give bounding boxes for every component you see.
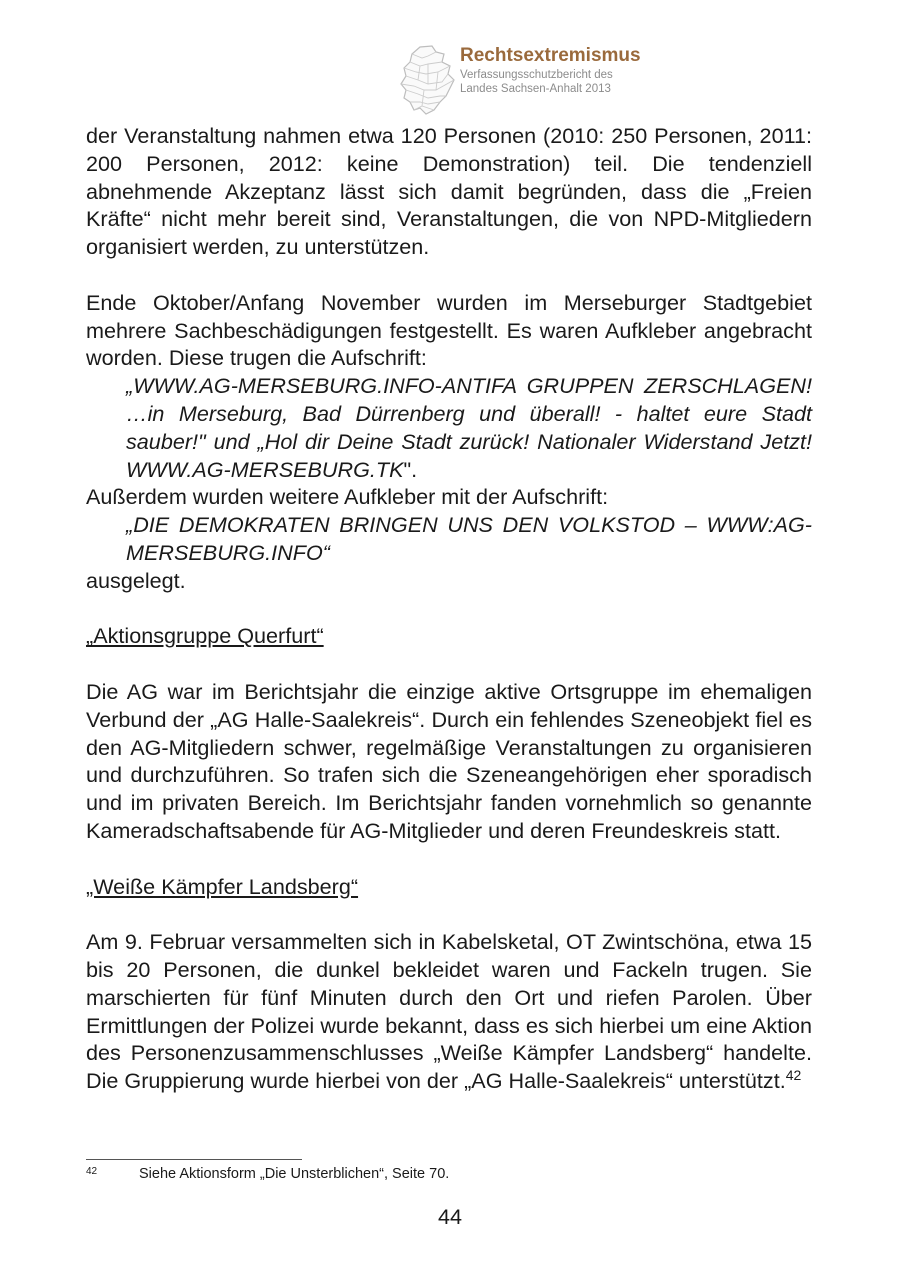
block-quote [86,372,812,483]
paragraph [86,928,812,1095]
header-text [460,44,641,96]
paragraph: Ende Oktober/Anfang November wurden im Merseburger Stadtgebiet mehrere Sachbeschädigungen festgestellt. Es waren Aufkleber angebracht worden. Diese trugen die Aufschrift: [86,289,812,371]
quote-text: „WWW.AG-MERSEBURG.INFO-ANTIFA GRUPPEN ZERSCHLAGEN! …in Merseburg, Bad Dürrenberg und überall! - haltet eure Stadt sauber!" und „Hol dir Deine Stadt zurück! Nationaler Widerstand Jetzt! WWW.AG-MERSEBURG.TK [126,373,812,482]
section-heading: „Aktionsgruppe Querfurt“ [86,623,324,649]
page-header [398,44,698,116]
paragraph: Außerdem wurden weitere Aufkleber mit der Aufschrift: [86,484,609,510]
header-subtitle-line1: Verfassungsschutzbericht des [460,69,613,81]
paragraph: Die AG war im Berichtsjahr die einzige aktive Ortsgruppe im ehemaligen Verbund der „AG Halle-Saalekreis“. Durch ein fehlendes Szeneobjekt fiel es den AG-Mitgliedern schwer, regelmäßige Veranstaltungen zu organisieren und durchzuführen. So trafen sich die Szeneangehörigen eher sporadisch und im privaten Bereich. Im Berichtsjahr fanden vornehmlich so genannte Kameradschaftsabende für AG-Mitglieder und deren Freundeskreis statt. [86,678,812,843]
page-number: 44 [437,1204,463,1229]
header-title: Rechtsextremismus [460,45,641,66]
block-quote: „DIE DEMOKRATEN BRINGEN UNS DEN VOLKSTOD – WWW:AG-MERSEBURG.INFO“ [126,512,812,565]
footnote-reference[interactable]: 42 [785,1066,802,1083]
paragraph: der Veranstaltung nahmen etwa 120 Personen (2010: 250 Personen, 2011: 200 Personen, 2012: keine Demonstration) teil. Die tendenziell abnehmende Akzeptanz lässt sich damit begründen, dass die „Freien Kräfte“ nicht mehr bereit sind, Veranstaltungen, die von NPD-Mitgliedern organisiert werden, zu unterstützen. [86,123,812,260]
footnote-text: Siehe Aktionsform „Die Unsterblichen“, Seite 70. [139,1166,450,1182]
saxony-anhalt-map-icon [398,44,456,116]
document-body [86,122,812,1095]
quote-end: ". [403,456,418,482]
footnote-number: 42 [86,1166,98,1177]
section-heading: „Weiße Kämpfer Landsberg“ [86,873,359,899]
footnote-divider [86,1159,302,1160]
header-subtitle-line2: Landes Sachsen-Anhalt 2013 [460,83,611,95]
paragraph-text: Am 9. Februar versammelten sich in Kabelsketal, OT Zwintschöna, etwa 15 bis 20 Personen, die dunkel bekleidet waren und Fackeln trugen. Sie marschierten für fünf Minuten durch den Ort und riefen Parolen. Über Ermittlungen der Polizei wurde bekannt, dass es sich hierbei um eine Aktion des Personenzusammenschlusses „Weiße Kämpfer Landsberg“ handelte. Die Gruppierung wurde hierbei von der „AG Halle-Saalekreis“ unterstützt. [86,929,812,1094]
paragraph: ausgelegt. [86,567,186,593]
